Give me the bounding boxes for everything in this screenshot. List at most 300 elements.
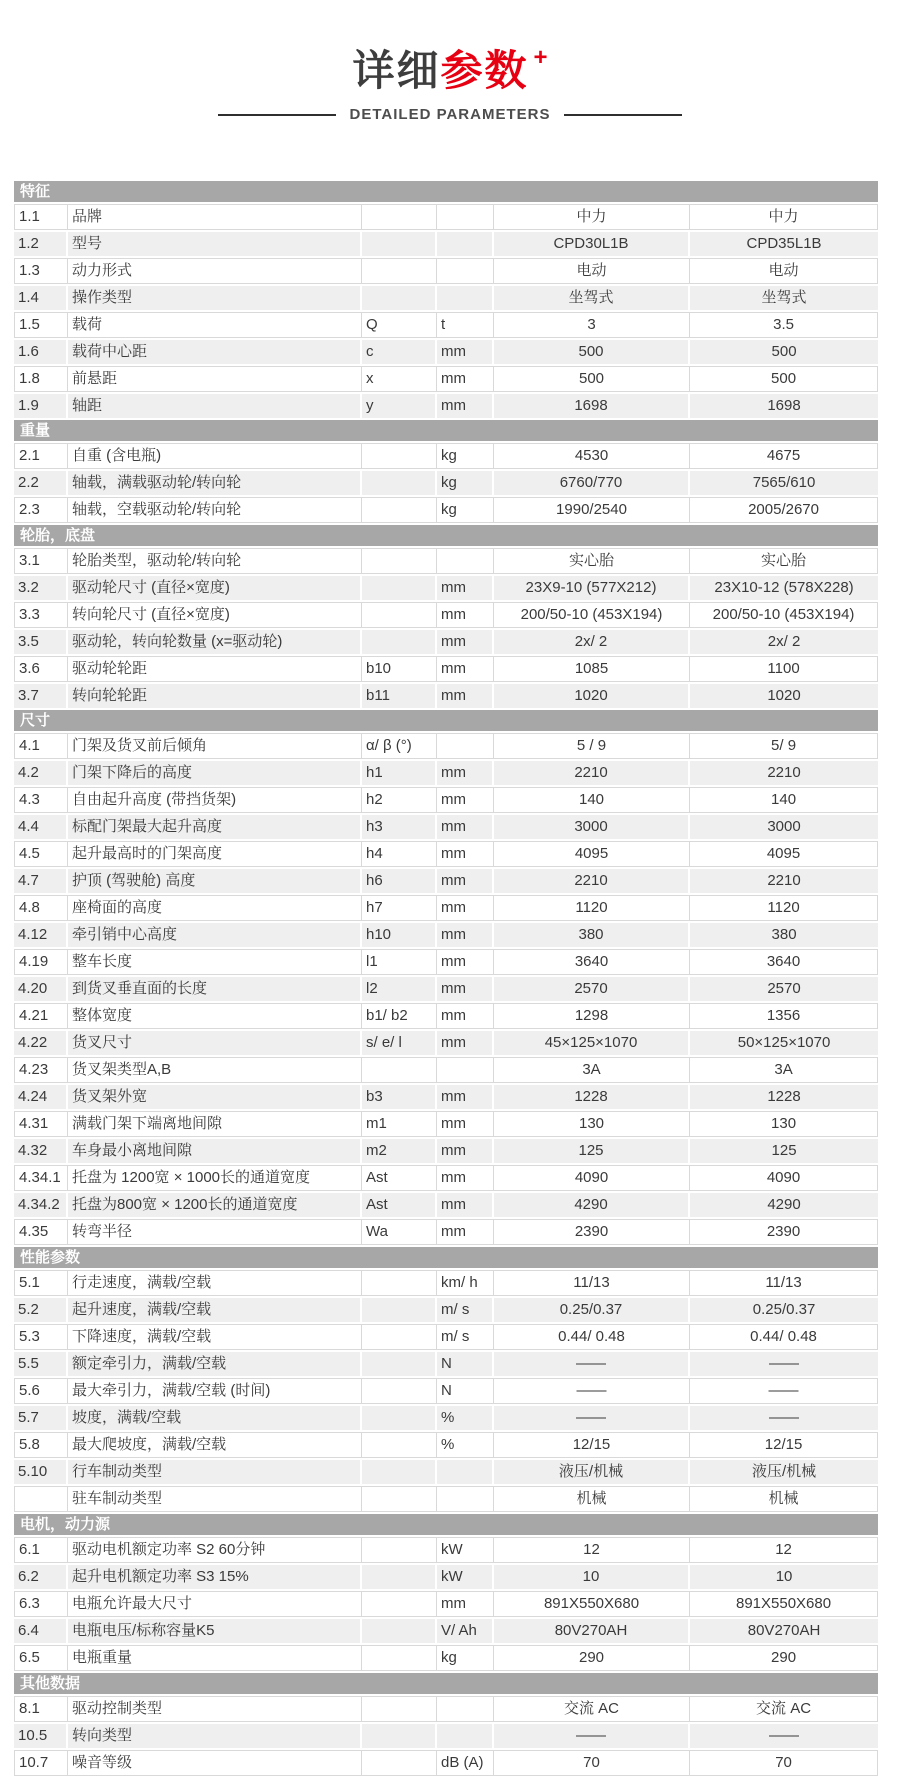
cell-symbol: c	[362, 340, 437, 364]
cell-v2: 0.44/ 0.48	[690, 1324, 878, 1350]
cell-v2: CPD35L1B	[690, 232, 878, 256]
cell-no: 6.4	[14, 1619, 68, 1643]
subtitle-left-line	[218, 114, 336, 116]
cell-v1: 500	[494, 366, 690, 392]
cell-symbol	[362, 1750, 437, 1776]
cell-name: 货叉架外宽	[68, 1085, 362, 1109]
cell-v1: 坐驾式	[494, 286, 690, 310]
cell-symbol	[362, 1378, 437, 1404]
cell-name: 行走速度，满载/空载	[68, 1270, 362, 1296]
cell-v1: 3000	[494, 815, 690, 839]
cell-name: 整体宽度	[68, 1003, 362, 1029]
section-header-row	[14, 1673, 878, 1694]
cell-name: 行车制动类型	[68, 1460, 362, 1484]
cell-unit: mm	[437, 340, 494, 364]
spec-row	[14, 1591, 878, 1617]
cell-symbol	[362, 1432, 437, 1458]
cell-no: 5.10	[14, 1460, 68, 1484]
spec-row	[14, 1111, 878, 1137]
cell-no: 3.1	[14, 548, 68, 574]
cell-no: 3.7	[14, 684, 68, 708]
cell-unit: %	[437, 1432, 494, 1458]
cell-name: 起升速度，满载/空载	[68, 1298, 362, 1322]
cell-symbol: s/ e/ l	[362, 1031, 437, 1055]
cell-v1: 2390	[494, 1219, 690, 1245]
cell-unit	[437, 1696, 494, 1722]
cell-v2: 液压/机械	[690, 1460, 878, 1484]
cell-no: 5.2	[14, 1298, 68, 1322]
cell-v1: 140	[494, 787, 690, 813]
cell-symbol	[362, 1270, 437, 1296]
cell-unit: %	[437, 1406, 494, 1430]
cell-name: 额定牵引力，满载/空载	[68, 1352, 362, 1376]
spec-row	[14, 1270, 878, 1296]
cell-v1: 1020	[494, 684, 690, 708]
cell-symbol	[362, 204, 437, 230]
cell-v1: 实心胎	[494, 548, 690, 574]
cell-name: 整车长度	[68, 949, 362, 975]
spec-row	[14, 1057, 878, 1083]
cell-no: 5.3	[14, 1324, 68, 1350]
cell-v1: ——	[494, 1406, 690, 1430]
cell-v2: 4290	[690, 1193, 878, 1217]
cell-symbol	[362, 497, 437, 523]
cell-v2: 130	[690, 1111, 878, 1137]
cell-unit	[437, 1486, 494, 1512]
spec-row	[14, 312, 878, 338]
cell-no: 5.6	[14, 1378, 68, 1404]
cell-no: 4.34.1	[14, 1165, 68, 1191]
cell-no: 1.2	[14, 232, 68, 256]
cell-no: 5.7	[14, 1406, 68, 1430]
cell-symbol: m1	[362, 1111, 437, 1137]
cell-v2: ——	[690, 1724, 878, 1748]
cell-v2: 23X10-12 (578X228)	[690, 576, 878, 600]
section-header-row	[14, 1514, 878, 1535]
cell-name: 型号	[68, 232, 362, 256]
cell-symbol: Wa	[362, 1219, 437, 1245]
cell-name: 最大牵引力，满载/空载 (时间)	[68, 1378, 362, 1404]
cell-unit: mm	[437, 630, 494, 654]
cell-no: 6.5	[14, 1645, 68, 1671]
cell-symbol	[362, 258, 437, 284]
section-header-row	[14, 525, 878, 546]
spec-row	[14, 1537, 878, 1563]
cell-v1: 12/15	[494, 1432, 690, 1458]
spec-row	[14, 841, 878, 867]
cell-name: 门架下降后的高度	[68, 761, 362, 785]
section-header-row	[14, 1247, 878, 1268]
cell-v2: 3.5	[690, 312, 878, 338]
cell-no: 4.5	[14, 841, 68, 867]
cell-symbol	[362, 1486, 437, 1512]
cell-symbol	[362, 576, 437, 600]
cell-symbol	[362, 548, 437, 574]
spec-row	[14, 1619, 878, 1643]
cell-v2: 1698	[690, 394, 878, 418]
cell-unit: N	[437, 1352, 494, 1376]
cell-unit: mm	[437, 576, 494, 600]
cell-name: 牵引销中心高度	[68, 923, 362, 947]
section-title: 轮胎，底盘	[14, 525, 878, 546]
spec-row	[14, 340, 878, 364]
cell-no: 1.1	[14, 204, 68, 230]
cell-symbol	[362, 1324, 437, 1350]
spec-row	[14, 684, 878, 708]
cell-symbol	[362, 630, 437, 654]
cell-v2: 290	[690, 1645, 878, 1671]
cell-name: 座椅面的高度	[68, 895, 362, 921]
cell-unit: mm	[437, 602, 494, 628]
spec-row	[14, 1298, 878, 1322]
cell-name: 满载门架下端离地间隙	[68, 1111, 362, 1137]
cell-unit	[437, 232, 494, 256]
cell-symbol	[362, 1696, 437, 1722]
spec-row	[14, 1460, 878, 1484]
cell-v1: ——	[494, 1724, 690, 1748]
cell-unit: mm	[437, 366, 494, 392]
spec-row	[14, 1378, 878, 1404]
cell-symbol	[362, 1298, 437, 1322]
cell-symbol: m2	[362, 1139, 437, 1163]
spec-table	[14, 179, 878, 1778]
spec-row	[14, 286, 878, 310]
cell-v2: 12	[690, 1537, 878, 1563]
cell-no: 3.3	[14, 602, 68, 628]
spec-row	[14, 1352, 878, 1376]
cell-v1: 1085	[494, 656, 690, 682]
cell-v1: 4290	[494, 1193, 690, 1217]
cell-symbol: h2	[362, 787, 437, 813]
spec-row	[14, 394, 878, 418]
spec-row	[14, 1324, 878, 1350]
cell-v1: 500	[494, 340, 690, 364]
cell-v1: 12	[494, 1537, 690, 1563]
cell-v2: 2210	[690, 761, 878, 785]
cell-unit: mm	[437, 1193, 494, 1217]
cell-no: 10.5	[14, 1724, 68, 1748]
cell-v2: ——	[690, 1406, 878, 1430]
cell-name: 载荷	[68, 312, 362, 338]
cell-unit	[437, 1057, 494, 1083]
cell-no: 4.35	[14, 1219, 68, 1245]
section-title: 尺寸	[14, 710, 878, 731]
cell-v2: 1100	[690, 656, 878, 682]
cell-unit	[437, 548, 494, 574]
cell-unit: mm	[437, 1003, 494, 1029]
cell-symbol	[362, 1406, 437, 1430]
cell-symbol	[362, 1645, 437, 1671]
spec-row	[14, 1696, 878, 1722]
cell-unit: dB (A)	[437, 1750, 494, 1776]
spec-row	[14, 923, 878, 947]
cell-no: 4.20	[14, 977, 68, 1001]
cell-no: 5.8	[14, 1432, 68, 1458]
cell-name: 驱动轮尺寸 (直径×宽度)	[68, 576, 362, 600]
cell-name: 转向类型	[68, 1724, 362, 1748]
spec-row	[14, 949, 878, 975]
spec-row	[14, 895, 878, 921]
cell-v1: 2x/ 2	[494, 630, 690, 654]
cell-v2: 1120	[690, 895, 878, 921]
cell-unit: t	[437, 312, 494, 338]
cell-v1: 3	[494, 312, 690, 338]
cell-no: 1.8	[14, 366, 68, 392]
cell-unit: mm	[437, 761, 494, 785]
cell-v2: 实心胎	[690, 548, 878, 574]
cell-name: 到货叉垂直面的长度	[68, 977, 362, 1001]
cell-symbol: Q	[362, 312, 437, 338]
cell-v1: ——	[494, 1352, 690, 1376]
cell-v2: 坐驾式	[690, 286, 878, 310]
cell-unit: mm	[437, 1165, 494, 1191]
cell-unit: mm	[437, 869, 494, 893]
cell-no: 4.32	[14, 1139, 68, 1163]
cell-v2: 2210	[690, 869, 878, 893]
cell-symbol	[362, 1537, 437, 1563]
cell-name: 轴载，空载驱动轮/转向轮	[68, 497, 362, 523]
cell-no: 1.6	[14, 340, 68, 364]
spec-row	[14, 1406, 878, 1430]
cell-v2: 12/15	[690, 1432, 878, 1458]
cell-no: 4.3	[14, 787, 68, 813]
cell-unit: N	[437, 1378, 494, 1404]
cell-v1: CPD30L1B	[494, 232, 690, 256]
cell-no: 4.7	[14, 869, 68, 893]
cell-name: 轴载，满载驱动轮/转向轮	[68, 471, 362, 495]
spec-row	[14, 548, 878, 574]
cell-v2: 11/13	[690, 1270, 878, 1296]
cell-unit: mm	[437, 656, 494, 682]
cell-v1: 70	[494, 1750, 690, 1776]
cell-v1: 45×125×1070	[494, 1031, 690, 1055]
spec-row	[14, 366, 878, 392]
cell-name: 前悬距	[68, 366, 362, 392]
cell-unit: mm	[437, 1591, 494, 1617]
page-subtitle-row	[0, 106, 900, 123]
spec-row	[14, 1031, 878, 1055]
cell-name: 品牌	[68, 204, 362, 230]
cell-no: 1.5	[14, 312, 68, 338]
cell-v2: 200/50-10 (453X194)	[690, 602, 878, 628]
cell-unit	[437, 286, 494, 310]
cell-symbol: l2	[362, 977, 437, 1001]
cell-v1: 4530	[494, 443, 690, 469]
cell-unit: mm	[437, 977, 494, 1001]
cell-symbol: h4	[362, 841, 437, 867]
spec-row	[14, 1750, 878, 1776]
cell-symbol: h3	[362, 815, 437, 839]
cell-name: 托盘为 1200宽 × 1000长的通道宽度	[68, 1165, 362, 1191]
cell-no: 4.12	[14, 923, 68, 947]
cell-v1: 电动	[494, 258, 690, 284]
spec-row	[14, 1003, 878, 1029]
cell-no: 1.9	[14, 394, 68, 418]
cell-name: 载荷中心距	[68, 340, 362, 364]
spec-row	[14, 204, 878, 230]
cell-no	[14, 1486, 68, 1512]
cell-v1: 交流 AC	[494, 1696, 690, 1722]
page-title-black: 详细	[352, 47, 441, 94]
spec-row	[14, 1645, 878, 1671]
cell-v2: 5/ 9	[690, 733, 878, 759]
section-header-row	[14, 420, 878, 441]
cell-name: 托盘为800宽 × 1200长的通道宽度	[68, 1193, 362, 1217]
cell-v2: 380	[690, 923, 878, 947]
page-title	[0, 44, 900, 96]
cell-v2: 交流 AC	[690, 1696, 878, 1722]
cell-unit	[437, 1460, 494, 1484]
cell-v1: 23X9-10 (577X212)	[494, 576, 690, 600]
cell-v2: 2570	[690, 977, 878, 1001]
cell-symbol: h1	[362, 761, 437, 785]
cell-symbol	[362, 232, 437, 256]
cell-v2: 机械	[690, 1486, 878, 1512]
cell-v2: 70	[690, 1750, 878, 1776]
cell-unit: mm	[437, 895, 494, 921]
cell-no: 3.2	[14, 576, 68, 600]
cell-symbol	[362, 602, 437, 628]
cell-v1: 1120	[494, 895, 690, 921]
cell-no: 4.2	[14, 761, 68, 785]
cell-unit: m/ s	[437, 1298, 494, 1322]
cell-name: 最大爬坡度，满载/空载	[68, 1432, 362, 1458]
cell-unit: kW	[437, 1537, 494, 1563]
cell-v2: 3A	[690, 1057, 878, 1083]
cell-symbol: b3	[362, 1085, 437, 1109]
cell-v2: 80V270AH	[690, 1619, 878, 1643]
cell-no: 4.1	[14, 733, 68, 759]
spec-row	[14, 656, 878, 682]
cell-no: 5.5	[14, 1352, 68, 1376]
cell-no: 3.6	[14, 656, 68, 682]
cell-symbol	[362, 1619, 437, 1643]
spec-row	[14, 232, 878, 256]
cell-v2: 500	[690, 366, 878, 392]
plus-icon: +	[533, 44, 548, 71]
cell-v2: 891X550X680	[690, 1591, 878, 1617]
cell-unit: mm	[437, 1031, 494, 1055]
cell-name: 自重 (含电瓶)	[68, 443, 362, 469]
cell-name: 电瓶电压/标称容量K5	[68, 1619, 362, 1643]
cell-v2: 500	[690, 340, 878, 364]
cell-symbol: b10	[362, 656, 437, 682]
cell-v1: 1698	[494, 394, 690, 418]
cell-symbol: y	[362, 394, 437, 418]
cell-symbol: h7	[362, 895, 437, 921]
cell-no: 4.34.2	[14, 1193, 68, 1217]
cell-unit: km/ h	[437, 1270, 494, 1296]
cell-no: 2.3	[14, 497, 68, 523]
spec-row	[14, 1432, 878, 1458]
section-header-row	[14, 710, 878, 731]
cell-v2: ——	[690, 1352, 878, 1376]
cell-unit: mm	[437, 1085, 494, 1109]
spec-row	[14, 1565, 878, 1589]
cell-v1: 891X550X680	[494, 1591, 690, 1617]
cell-name: 标配门架最大起升高度	[68, 815, 362, 839]
cell-unit: mm	[437, 1139, 494, 1163]
cell-no: 4.4	[14, 815, 68, 839]
cell-symbol: Ast	[362, 1193, 437, 1217]
cell-name: 起升最高时的门架高度	[68, 841, 362, 867]
cell-v1: 380	[494, 923, 690, 947]
cell-name: 操作类型	[68, 286, 362, 310]
cell-v1: 4090	[494, 1165, 690, 1191]
cell-v1: 1298	[494, 1003, 690, 1029]
cell-v2: 125	[690, 1139, 878, 1163]
cell-v2: 电动	[690, 258, 878, 284]
cell-unit: mm	[437, 841, 494, 867]
section-title: 性能参数	[14, 1247, 878, 1268]
spec-table-body	[14, 181, 878, 1776]
cell-v2: 1228	[690, 1085, 878, 1109]
cell-name: 电瓶允许最大尺寸	[68, 1591, 362, 1617]
cell-no: 4.31	[14, 1111, 68, 1137]
spec-row	[14, 869, 878, 893]
cell-v1: 10	[494, 1565, 690, 1589]
cell-v2: 2x/ 2	[690, 630, 878, 654]
cell-no: 6.3	[14, 1591, 68, 1617]
cell-symbol	[362, 1565, 437, 1589]
spec-row	[14, 787, 878, 813]
cell-symbol	[362, 1460, 437, 1484]
spec-row	[14, 815, 878, 839]
cell-no: 8.1	[14, 1696, 68, 1722]
cell-unit: kg	[437, 471, 494, 495]
spec-row	[14, 1165, 878, 1191]
cell-name: 轮胎类型，驱动轮/转向轮	[68, 548, 362, 574]
cell-no: 4.23	[14, 1057, 68, 1083]
spec-row	[14, 1219, 878, 1245]
cell-symbol	[362, 471, 437, 495]
section-header-row	[14, 181, 878, 202]
cell-unit: mm	[437, 1111, 494, 1137]
cell-no: 2.1	[14, 443, 68, 469]
subtitle-right-line	[564, 114, 682, 116]
cell-v1: ——	[494, 1378, 690, 1404]
cell-unit	[437, 258, 494, 284]
spec-row	[14, 977, 878, 1001]
cell-v2: 中力	[690, 204, 878, 230]
spec-row	[14, 1085, 878, 1109]
cell-no: 3.5	[14, 630, 68, 654]
cell-v1: 0.25/0.37	[494, 1298, 690, 1322]
cell-no: 4.8	[14, 895, 68, 921]
cell-no: 1.4	[14, 286, 68, 310]
cell-v2: 4675	[690, 443, 878, 469]
cell-symbol	[362, 443, 437, 469]
cell-v2: 50×125×1070	[690, 1031, 878, 1055]
cell-v1: 80V270AH	[494, 1619, 690, 1643]
spec-row	[14, 471, 878, 495]
cell-no: 2.2	[14, 471, 68, 495]
cell-no: 4.22	[14, 1031, 68, 1055]
cell-unit: mm	[437, 394, 494, 418]
cell-symbol: α/ β (°)	[362, 733, 437, 759]
cell-v1: 130	[494, 1111, 690, 1137]
section-title: 电机，动力源	[14, 1514, 878, 1535]
cell-name: 驱动控制类型	[68, 1696, 362, 1722]
cell-symbol: b1/ b2	[362, 1003, 437, 1029]
cell-symbol: h10	[362, 923, 437, 947]
page-subtitle: DETAILED PARAMETERS	[349, 106, 551, 124]
cell-v1: 2210	[494, 761, 690, 785]
cell-name: 电瓶重量	[68, 1645, 362, 1671]
cell-name: 护顶 (驾驶舱) 高度	[68, 869, 362, 893]
cell-symbol: h6	[362, 869, 437, 893]
cell-v2: 2390	[690, 1219, 878, 1245]
